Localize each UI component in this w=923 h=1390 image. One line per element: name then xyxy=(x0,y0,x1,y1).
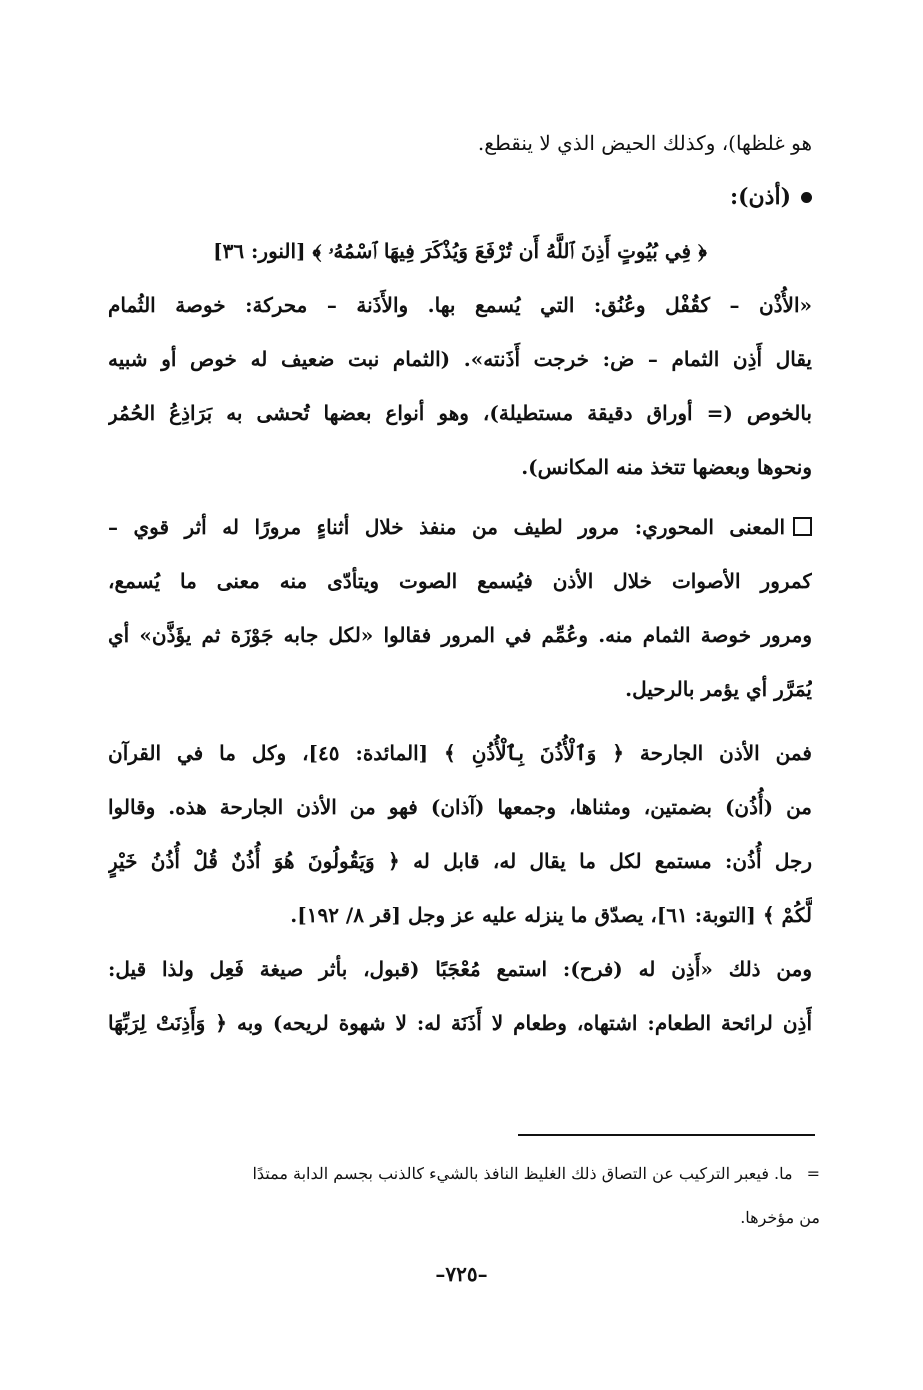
meaning-line-1 xyxy=(108,500,812,554)
definition-line-3: بالخوص (= أوراق دقيقة مستطيلة)، وهو أنواع بعضها تُحشى به بَرَاذِعُ الحُمُر xyxy=(108,401,812,425)
meaning-line-4: يُمَرَّر أي يؤمر بالرحيل. xyxy=(625,677,812,701)
footnote xyxy=(108,1152,820,1240)
bullet-icon xyxy=(801,192,812,203)
footnote-marker: = xyxy=(806,1164,820,1183)
definition-line-1: «الأُذْن – كقُفْل وعُنُق: التي يُسمع بها. والأَذَنة – محركة: خوصة الثُمام xyxy=(108,293,812,317)
page-body xyxy=(108,116,812,1050)
paragraph-3-line-2: أَذِن لرائحة الطعام: اشتهاه، وطعام لا أَذَنَة له: لا شهوة لريحه) وبه ﴿ وَأَذِنَتْ لِرَبِّهَا xyxy=(108,1011,812,1035)
paragraph-3-line-1: ومن ذلك «أَذِن له (فرح): استمع مُعْجَبًا (قبول، بأثر صيغة فَعِل ولذا قيل: xyxy=(108,957,812,981)
paragraph-2-line-2: من (أُذُن) بضمتين، ومثناها، وجمعها (آذان) فهو من الأذن الجارحة هذه. وقالوا xyxy=(108,795,812,819)
meaning-line-3: ومرور خوصة الثمام منه. وعُمِّم في المرور فقالوا «لكل جابه جَوْزَة ثم يؤَذَّن» أي xyxy=(108,623,812,647)
entry-heading xyxy=(108,170,812,224)
definition-line-2: يقال أَذِن الثمام – ض: خرجت أَذَنته». (الثمام نبت ضعيف له خوص أو شبيه xyxy=(108,347,812,371)
page-number: –٧٢٥– xyxy=(435,1262,488,1286)
entry-heading-text: (أذن): xyxy=(729,184,791,210)
meaning-label: المعنى المحوري: xyxy=(634,515,786,539)
spacer xyxy=(108,716,812,726)
meaning-text: مرور لطيف من منفذ خلال أثناءٍ مرورًا له أثر قوي – xyxy=(108,515,620,539)
meaning-line-2: كمرور الأصوات خلال الأذن فيُسمع الصوت ويتأدّى منه معنى ما يُسمع، xyxy=(108,569,812,593)
definition-line-4: ونحوها وبعضها تتخذ منه المكانس). xyxy=(521,455,812,479)
text-line-intro: هو غلظها)، وكذلك الحيض الذي لا ينقطع. xyxy=(477,131,812,155)
quran-verse: ﴿ فِي بُيُوتٍ أَذِنَ ٱللَّهُ أَن تُرْفَعَ وَيُذْكَرَ فِيهَا ٱسْمُهُۥ ﴾ [النور: ٣٦] xyxy=(213,239,707,263)
footnote-line-1 xyxy=(108,1152,820,1196)
footnote-separator xyxy=(518,1134,815,1136)
paragraph-2-line-3: رجل أُذُن: مستمع لكل ما يقال له، قابل له ﴿ وَيَقُولُونَ هُوَ أُذُنٌ قُلْ أُذُنُ خَيْرٍ xyxy=(108,849,812,873)
paragraph-2-line-4: لَّكُمْ ﴾ [التوبة: ٦١]، يصدّق ما ينزله عليه عز وجل [قر ٨/ ١٩٢]. xyxy=(290,903,812,927)
square-marker-icon xyxy=(793,517,812,536)
paragraph-2-line-1: فمن الأذن الجارحة ﴿ وَٱلْأُذُنَ بِٱلْأُذُنِ ﴾ [المائدة: ٤٥]، وكل ما في القرآن xyxy=(108,741,812,765)
footnote-text-1: ما. فيعبر التركيب عن التصاق ذلك الغليظ النافذ بالشيء كالذنب بجسم الدابة ممتدًا xyxy=(252,1164,793,1183)
footnote-line-2: من مؤخرها. xyxy=(740,1208,820,1227)
